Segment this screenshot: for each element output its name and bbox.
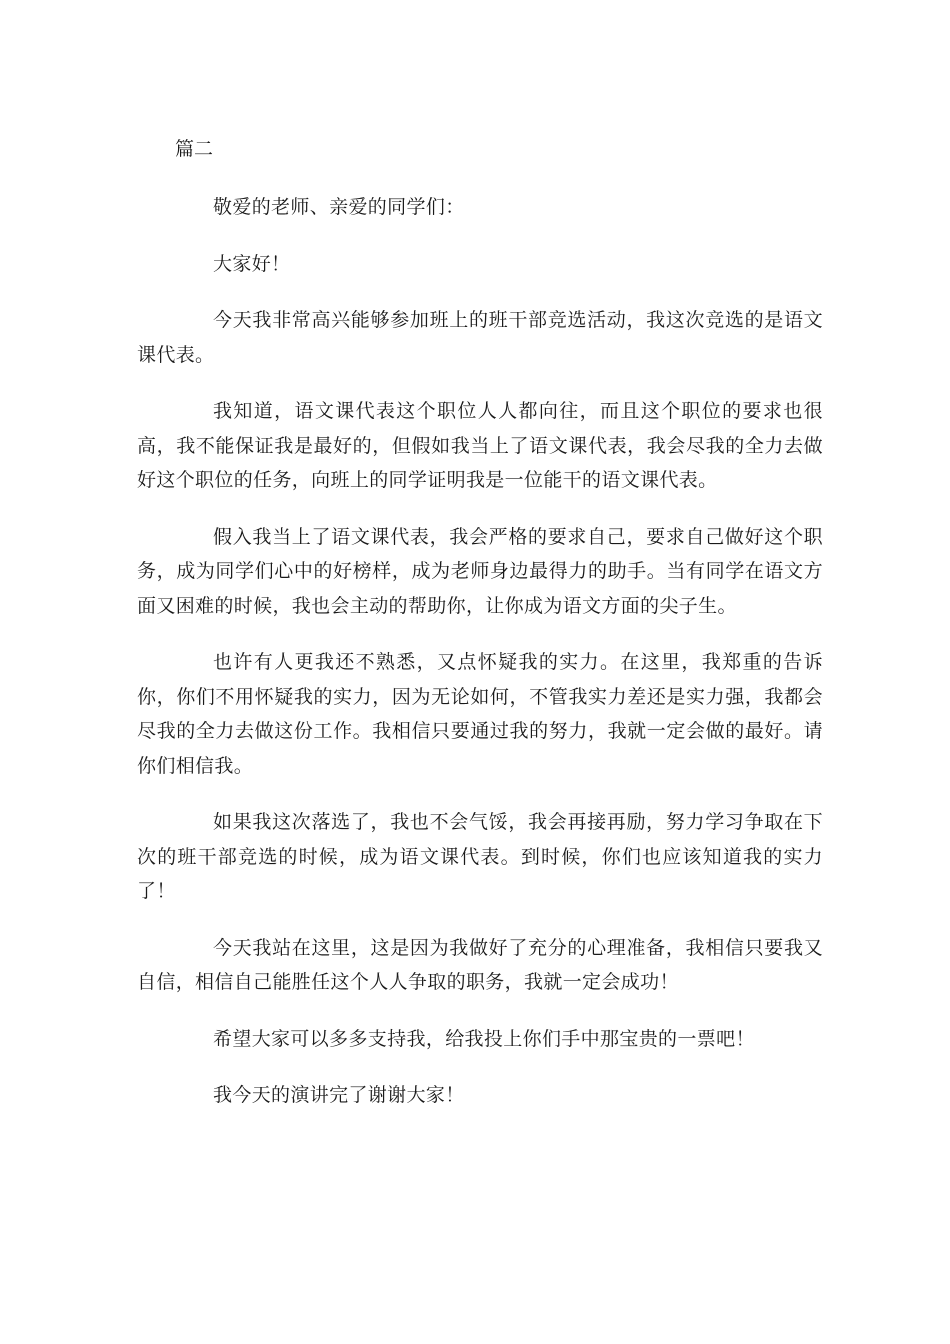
paragraph-confidence: 今天我站在这里，这是因为我做好了充分的心理准备，我相信只要我又自信，相信自己能胜任这个人人争取的职务，我就一定会成功！ [137,936,823,993]
paragraph-trust: 也许有人更我还不熟悉，又点怀疑我的实力。在这里，我郑重的告诉你，你们不用怀疑我的实力，因为无论如何，不管我实力差还是实力强，我都会尽我的全力去做这份工作。我相信只要通过我的努力，我就一定会做的最好。请你们相信我。 [137,651,823,777]
paragraph-salutation: 敬爱的老师、亲爱的同学们： [213,196,465,218]
paragraph-vote-request: 希望大家可以多多支持我，给我投上你们手中那宝贵的一票吧！ [213,1027,755,1050]
section-title: 篇二 [175,138,214,160]
paragraph-commitment: 假入我当上了语文课代表，我会严格的要求自己，要求自己做好这个职务，成为同学们心中的好榜样，成为老师身边最得力的助手。当有同学在语文方面又困难的时候，我也会主动的帮助你，让你成为语文方面的尖子生。 [137,525,823,617]
paragraph-if-lose: 如果我这次落选了，我也不会气馁，我会再接再励，努力学习争取在下次的班干部竞选的时候，成为语文课代表。到时候，你们也应该知道我的实力了！ [137,811,823,902]
paragraph-closing: 我今天的演讲完了谢谢大家！ [213,1084,465,1106]
paragraph-greeting: 大家好！ [213,252,291,275]
paragraph-understanding: 我知道，语文课代表这个职位人人都向往，而且这个职位的要求也很高，我不能保证我是最好的，但假如我当上了语文课代表，我会尽我的全力去做好这个职位的任务，向班上的同学证明我是一位能干的语文课代表。 [137,400,823,491]
paragraph-intro: 今天我非常高兴能够参加班上的班干部竞选活动，我这次竞选的是语文课代表。 [137,309,823,366]
document-body [137,190,823,1135]
